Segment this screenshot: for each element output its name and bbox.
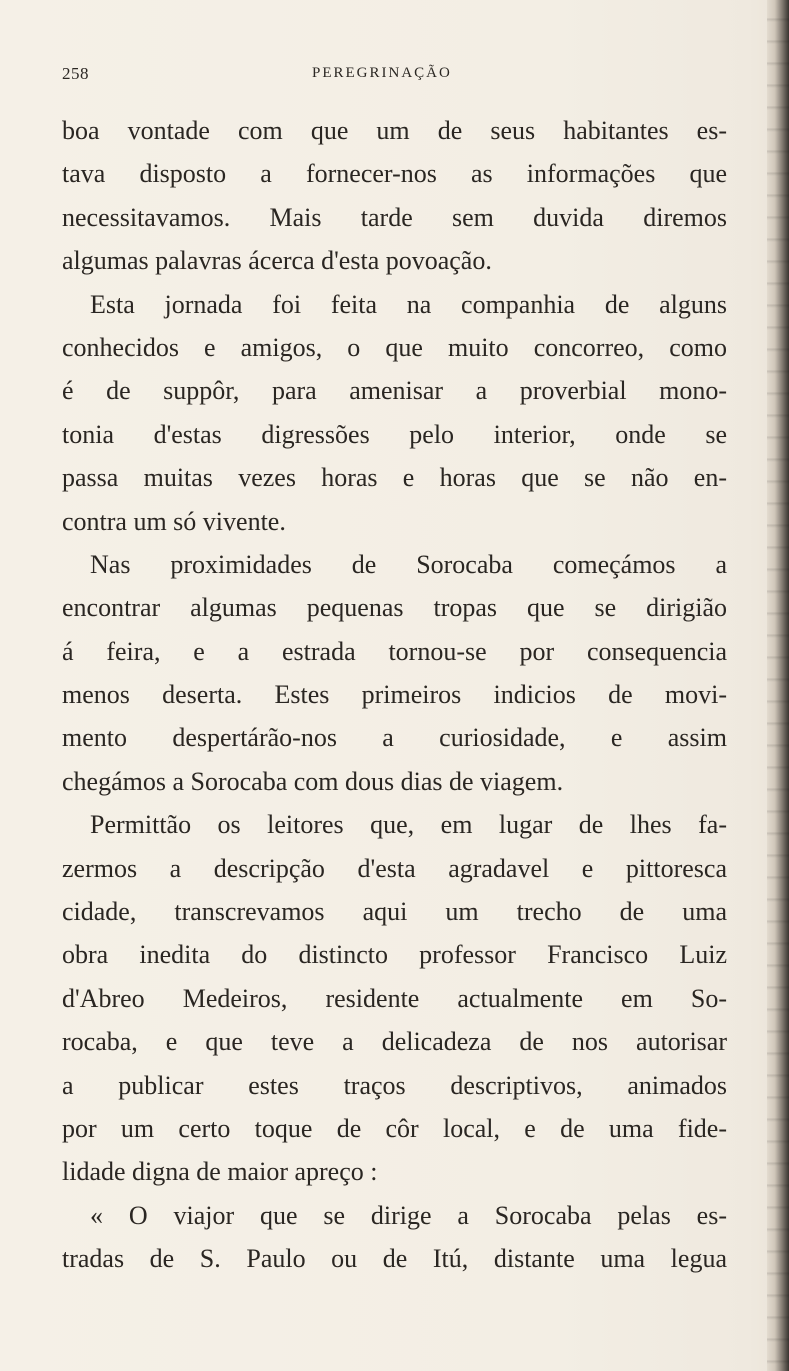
text-line: á feira, e a estrada tornou-se por consequencia [62, 636, 727, 666]
text-line: é de suppôr, para amenisar a proverbial mono- [62, 376, 727, 406]
paragraph-4 [62, 803, 727, 1194]
text-line: mento despertárão-nos a curiosidade, e assim [62, 723, 727, 753]
paragraph-2 [62, 283, 727, 543]
text-line: obra inedita do distincto professor Francisco Luiz [62, 940, 727, 970]
text-line: boa vontade com que um de seus habitantes es- [62, 116, 727, 145]
text-line: rocaba, e que teve a delicadeza de nos autorisar [62, 1027, 727, 1057]
paragraph-5 [62, 1194, 727, 1281]
text-line: cidade, transcrevamos aqui um trecho de uma [62, 897, 727, 927]
text-line: passa muitas vezes horas e horas que se não en- [62, 463, 727, 493]
text-line: Permittão os leitores que, em lugar de lhes fa- [90, 810, 727, 840]
text-line: por um certo toque de côr local, e de uma fide- [62, 1113, 727, 1143]
page-number: 258 [62, 64, 89, 83]
text-line: algumas palavras ácerca d'esta povoação. [62, 246, 492, 276]
text-line: tradas de S. Paulo ou de Itú, distante uma legua [62, 1244, 727, 1274]
page-edge-shadow [767, 0, 789, 1371]
text-line: a publicar estes traços descriptivos, animados [62, 1070, 727, 1100]
text-line: lidade digna de maior apreço : [62, 1157, 378, 1187]
text-line: necessitavamos. Mais tarde sem duvida diremos [62, 202, 727, 232]
text-line: d'Abreo Medeiros, residente actualmente em So- [62, 983, 727, 1013]
text-line: tonia d'estas digressões pelo interior, onde se [62, 419, 727, 449]
text-line: encontrar algumas pequenas tropas que se dirigião [62, 593, 727, 623]
text-line: Nas proximidades de Sorocaba começámos a [90, 549, 727, 579]
text-line: zermos a descripção d'esta agradavel e pittoresca [62, 853, 727, 883]
text-line: Esta jornada foi feita na companhia de alguns [90, 289, 727, 319]
running-title: PEREGRINAÇÃO [312, 65, 452, 81]
text-line: chegámos a Sorocaba com dous dias de viagem. [62, 766, 564, 796]
text-line: conhecidos e amigos, o que muito concorreo, como [62, 332, 727, 362]
text-line: contra um só vivente. [62, 506, 286, 536]
body-text [62, 109, 727, 1329]
paragraph-3 [62, 543, 727, 803]
text-line: tava disposto a fornecer-nos as informações que [62, 159, 727, 189]
text-line: menos deserta. Estes primeiros indicios de movi- [62, 680, 727, 710]
running-head [62, 64, 727, 90]
paragraph-1 [62, 109, 727, 283]
text-line: « O viajor que se dirige a Sorocaba pelas es- [90, 1200, 727, 1230]
